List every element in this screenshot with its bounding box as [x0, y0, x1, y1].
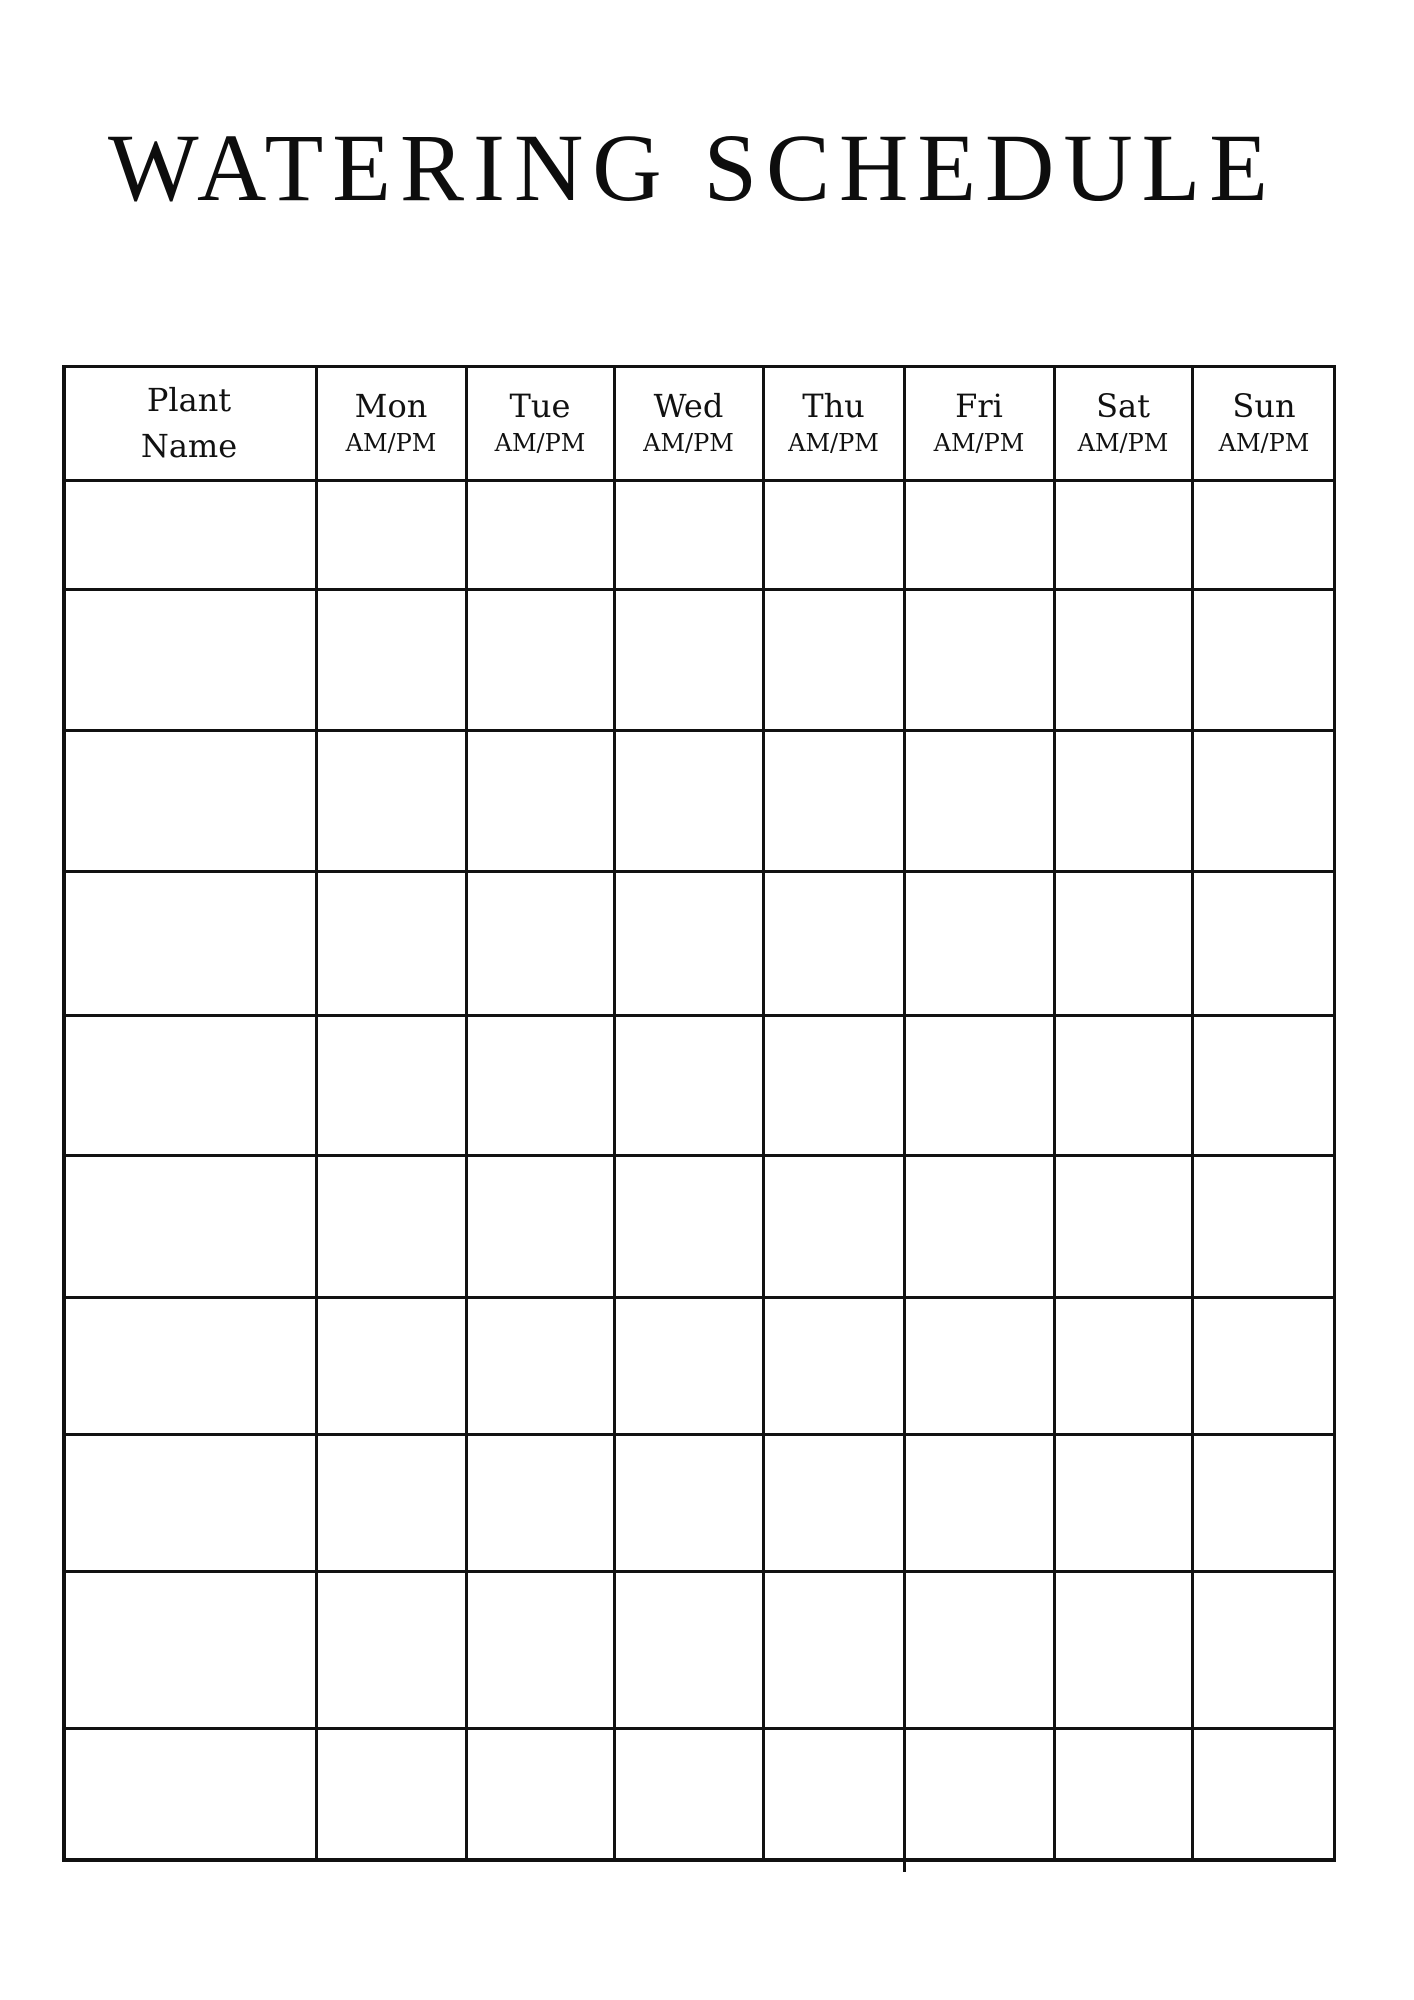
day-label: Thu: [802, 386, 865, 425]
schedule-cell[interactable]: [1057, 874, 1190, 1013]
header-sublabel: Name: [140, 426, 238, 465]
schedule-cell[interactable]: [617, 1437, 761, 1569]
schedule-cell[interactable]: [907, 1300, 1052, 1432]
schedule-cell[interactable]: [907, 1574, 1052, 1726]
schedule-cell[interactable]: [617, 874, 761, 1013]
row-divider: [62, 870, 1336, 873]
schedule-cell[interactable]: [319, 483, 464, 587]
schedule-cell[interactable]: [617, 1574, 761, 1726]
row-divider: [62, 729, 1336, 732]
schedule-cell[interactable]: [469, 1018, 612, 1153]
plant-name-cell[interactable]: [65, 1300, 314, 1432]
header-thu: [763, 365, 904, 480]
schedule-cell[interactable]: [469, 483, 612, 587]
schedule-cell[interactable]: [766, 874, 902, 1013]
schedule-cell[interactable]: [907, 1437, 1052, 1569]
schedule-cell[interactable]: [1195, 1731, 1334, 1860]
schedule-cell[interactable]: [319, 1018, 464, 1153]
schedule-cell[interactable]: [766, 1731, 902, 1860]
schedule-cell[interactable]: [1057, 1437, 1190, 1569]
schedule-cell[interactable]: [469, 733, 612, 869]
schedule-cell[interactable]: [617, 1018, 761, 1153]
header-fri: [904, 365, 1054, 480]
schedule-cell[interactable]: [1195, 1158, 1334, 1295]
ampm-label: AM/PM: [788, 428, 879, 457]
schedule-cell[interactable]: [766, 1437, 902, 1569]
header-tue: [466, 365, 614, 480]
schedule-cell[interactable]: [766, 483, 902, 587]
schedule-cell[interactable]: [766, 1018, 902, 1153]
day-label: Sun: [1232, 386, 1296, 425]
schedule-cell[interactable]: [1195, 1437, 1334, 1569]
header-mon: [316, 365, 466, 480]
schedule-cell[interactable]: [766, 1574, 902, 1726]
schedule-cell[interactable]: [319, 1574, 464, 1726]
watering-schedule-table: [62, 365, 1336, 1862]
row-divider: [62, 588, 1336, 591]
schedule-cell[interactable]: [469, 1300, 612, 1432]
schedule-cell[interactable]: [319, 733, 464, 869]
schedule-cell[interactable]: [319, 1300, 464, 1432]
schedule-cell[interactable]: [617, 1731, 761, 1860]
schedule-cell[interactable]: [469, 1158, 612, 1295]
schedule-cell[interactable]: [469, 592, 612, 728]
day-label: Sat: [1096, 386, 1150, 425]
schedule-cell[interactable]: [1195, 733, 1334, 869]
schedule-cell[interactable]: [1057, 1300, 1190, 1432]
schedule-cell[interactable]: [907, 733, 1052, 869]
schedule-cell[interactable]: [1057, 733, 1190, 869]
schedule-cell[interactable]: [469, 1574, 612, 1726]
page-title: WATERING SCHEDULE: [108, 114, 1277, 221]
header-sun: [1192, 365, 1336, 480]
schedule-cell[interactable]: [907, 1158, 1052, 1295]
schedule-cell[interactable]: [1195, 1018, 1334, 1153]
schedule-cell[interactable]: [617, 1158, 761, 1295]
schedule-cell[interactable]: [766, 592, 902, 728]
header-sat: [1054, 365, 1192, 480]
schedule-cell[interactable]: [319, 1158, 464, 1295]
plant-name-cell[interactable]: [65, 483, 314, 587]
schedule-cell[interactable]: [1057, 1731, 1190, 1860]
plant-name-cell[interactable]: [65, 733, 314, 869]
schedule-cell[interactable]: [1195, 1574, 1334, 1726]
schedule-cell[interactable]: [766, 1300, 902, 1432]
schedule-cell[interactable]: [617, 592, 761, 728]
plant-name-cell[interactable]: [65, 874, 314, 1013]
plant-name-cell[interactable]: [65, 1158, 314, 1295]
schedule-cell[interactable]: [1195, 483, 1334, 587]
day-label: Fri: [955, 386, 1003, 425]
plant-name-cell[interactable]: [65, 1574, 314, 1726]
schedule-cell[interactable]: [766, 1158, 902, 1295]
plant-name-cell[interactable]: [65, 592, 314, 728]
plant-name-cell[interactable]: [65, 1018, 314, 1153]
header-label: Plant: [146, 380, 232, 419]
ampm-label: AM/PM: [1077, 428, 1169, 457]
schedule-cell[interactable]: [1057, 592, 1190, 728]
header-wed: [614, 365, 763, 480]
schedule-cell[interactable]: [1057, 1574, 1190, 1726]
row-divider: [62, 1570, 1336, 1573]
schedule-cell[interactable]: [319, 1437, 464, 1569]
row-divider: [62, 1296, 1336, 1299]
header-plant-name: [62, 365, 316, 480]
schedule-cell[interactable]: [1057, 1158, 1190, 1295]
schedule-cell[interactable]: [1057, 483, 1190, 587]
day-label: Wed: [653, 386, 724, 425]
schedule-cell[interactable]: [469, 1731, 612, 1860]
schedule-cell[interactable]: [907, 592, 1052, 728]
schedule-cell[interactable]: [907, 1731, 1052, 1860]
schedule-cell[interactable]: [617, 1300, 761, 1432]
ampm-label: AM/PM: [933, 428, 1025, 457]
day-label: Tue: [509, 386, 571, 425]
schedule-cell[interactable]: [319, 1731, 464, 1860]
schedule-cell[interactable]: [907, 1018, 1052, 1153]
schedule-cell[interactable]: [1195, 1300, 1334, 1432]
schedule-cell[interactable]: [617, 733, 761, 869]
ampm-label: AM/PM: [494, 428, 586, 457]
plant-name-cell[interactable]: [65, 1437, 314, 1569]
ampm-label: AM/PM: [1218, 428, 1310, 457]
schedule-cell[interactable]: [907, 483, 1052, 587]
day-label: Mon: [354, 386, 428, 425]
schedule-cell[interactable]: [469, 874, 612, 1013]
schedule-cell[interactable]: [617, 483, 761, 587]
schedule-cell[interactable]: [319, 592, 464, 728]
ampm-label: AM/PM: [643, 428, 734, 457]
schedule-cell[interactable]: [907, 874, 1052, 1013]
ampm-label: AM/PM: [345, 428, 437, 457]
schedule-cell[interactable]: [469, 1437, 612, 1569]
row-divider: [62, 1433, 1336, 1436]
row-divider: [62, 1727, 1336, 1730]
schedule-cell[interactable]: [1057, 1018, 1190, 1153]
row-divider: [62, 1014, 1336, 1017]
schedule-cell[interactable]: [1195, 592, 1334, 728]
divider-tick: [903, 1862, 906, 1872]
schedule-cell[interactable]: [1195, 874, 1334, 1013]
row-divider: [62, 1154, 1336, 1157]
schedule-cell[interactable]: [766, 733, 902, 869]
plant-name-cell[interactable]: [65, 1731, 314, 1860]
schedule-cell[interactable]: [319, 874, 464, 1013]
